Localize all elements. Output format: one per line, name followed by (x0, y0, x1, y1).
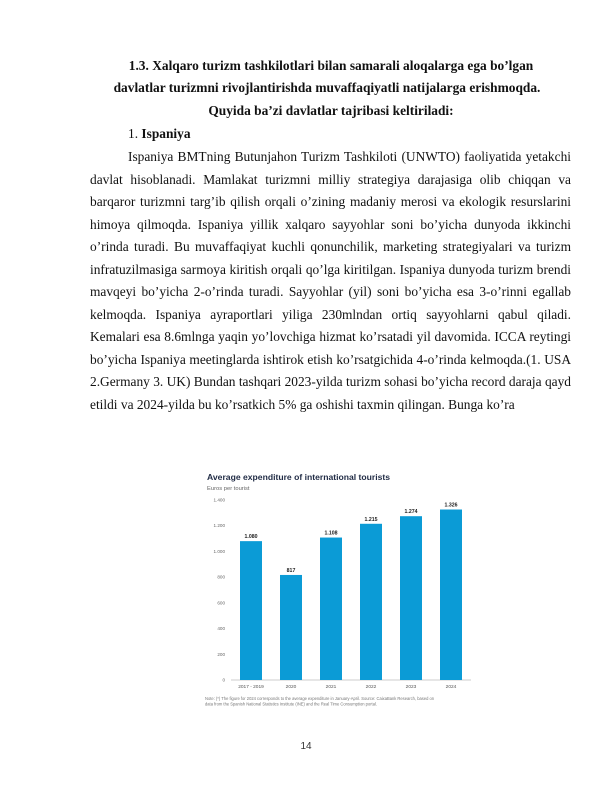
bar (360, 524, 382, 680)
bar-value-label: 1.080 (244, 534, 258, 541)
chart-note-line: data from the Spanish National Statistics Institute (INE) and the Real Time Consumption portal. (205, 701, 378, 707)
section-number: 1. (128, 126, 139, 141)
x-tick-label: 2023 (405, 685, 417, 690)
bar (280, 575, 302, 680)
bar (240, 541, 262, 680)
heading-line-2: davlatlar turizmni rivojlantirishda muvaffaqiyatli natijalarga erishmoqda. (113, 80, 541, 95)
page-number: 14 (300, 741, 312, 752)
y-tick-label: 1.200 (213, 523, 225, 529)
bar-value-label: 1.108 (324, 530, 338, 537)
bar-value-label: 817 (286, 567, 296, 574)
expenditure-chart (203, 469, 479, 721)
bar-value-label: 1.215 (364, 516, 378, 523)
chart-subtitle: Euros per tourist (207, 486, 250, 492)
body-paragraph: Ispaniya BMTning Butunjahon Turizm Tashkiloti (UNWTO) faoliyatida yetakchi davlat hisoblanadi. Mamlakat turizmni milliy strategiya darajasiga olib chiqqan va barqaror turizmni targ’ib qilish orqali o’zining madaniy merosi va ekologik resurslarini himoya qilmoqda. Ispaniya yillik xalqaro sayyohlar soni bo’yicha dunyoda ikkinchi o’rinda turadi. Bu muvaffaqiyat kuchli qonunchilik, marketing strategiyalari va turizm infratuzilmasiga sarmoya kiritish orqali qo’lga kiritilgan. Ispaniya dunyoda turizm brendi mavqeyi bo’yicha 2-o’rinda turadi. Sayyohlar (yil) soni bo’yicha esa 3-o’rinni egallab kelmoqda. Ispaniya ayraportlari yiliga 230mlndan ortiq sayyohlarni qabul qiladi. Kemalari esa 8.6mlnga yaqin yo’lovchiga hizmat ko’rsatadi yil davomida. ICCA reytingi bo’yicha Ispaniya meetinglarda ishtirok etish ko’rsatgichida 4-o’rinda kelmoqda.(1. USA 2.Germany 3. UK) Bundan tashqari 2023-yilda turizm sohasi bo’yicha record daraja qayd etildi va 2024-yilda bu ko’rsatkich 5% ga oshishi taxmin qilingan. Bunga ko’ra (90, 149, 571, 412)
x-tick-label: 2017 - 2019 (238, 685, 264, 690)
bar-value-label: 1.326 (444, 502, 458, 509)
section-title: Ispaniya (141, 126, 191, 141)
y-tick-label: 0 (222, 677, 225, 683)
chart-title: Average expenditure of international tourists (207, 472, 391, 482)
y-tick-label: 1.400 (213, 497, 225, 503)
x-tick-label: 2020 (285, 685, 297, 690)
bar (400, 516, 422, 680)
x-tick-label: 2024 (445, 685, 457, 690)
chart-note-line: Note: (*) The figure for 2024 corresponds to the average expenditure in January-April. Source: CaixaBank Research, based on (205, 696, 435, 701)
section-header (128, 123, 191, 145)
chart-svg (203, 469, 479, 721)
bar-value-label: 1.274 (404, 509, 418, 516)
y-tick-label: 600 (217, 600, 225, 606)
x-tick-label: 2022 (365, 685, 377, 690)
y-tick-label: 400 (217, 626, 225, 632)
y-tick-label: 800 (217, 574, 225, 580)
y-tick-label: 200 (217, 651, 225, 657)
heading-line-3: Quyida ba’zi davlatlar tajribasi keltiriladi: (208, 103, 454, 118)
heading-line-1: 1.3. Xalqaro turizm tashkilotlari bilan samarali aloqalarga ega bo’lgan (128, 58, 534, 73)
y-tick-label: 1.000 (213, 548, 225, 554)
bar (320, 538, 342, 680)
bar (440, 510, 462, 680)
x-tick-label: 2021 (325, 685, 337, 690)
